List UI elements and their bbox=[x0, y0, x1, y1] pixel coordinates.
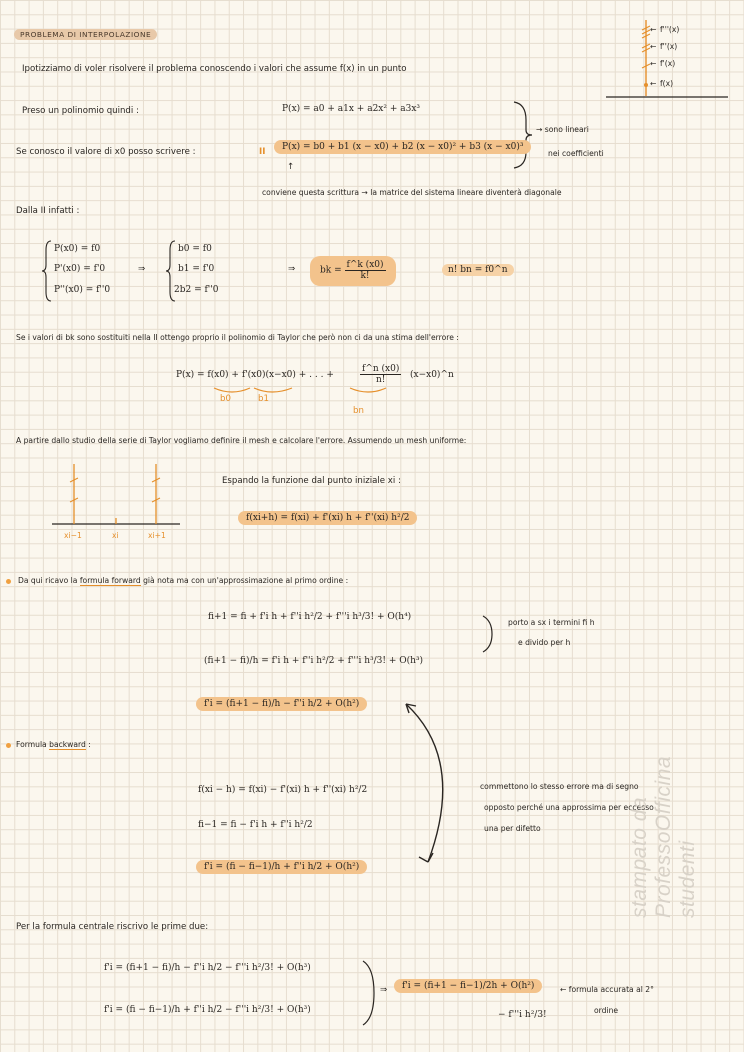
backward-eq-2: fi−1 = fi − f'i h + f''i h²/2 bbox=[198, 820, 313, 830]
central-result-extra: − f'''i h²/3! bbox=[498, 1010, 547, 1020]
taylor-full-right: (x−x0)^n bbox=[410, 370, 454, 380]
central-note-2: ordine bbox=[594, 1006, 619, 1015]
diag-label-f0: f(x) bbox=[660, 79, 674, 88]
forward-eq-1: fi+1 = fi + f'i h + f''i h²/2 + f'''i h³/3! + O(h⁴) bbox=[208, 612, 412, 622]
diag-label-f3: f'''(x) bbox=[660, 25, 680, 34]
watermark: stampato da ProfessoOfficina studenti bbox=[628, 755, 699, 918]
backward-result: f'i = (fi − fi−1)/h + f''i h/2 + O(h²) bbox=[196, 860, 367, 874]
bullet-icon bbox=[6, 743, 11, 748]
implies-1: ⇒ bbox=[138, 264, 146, 274]
backward-label-b: backward bbox=[49, 740, 86, 749]
taylor-form-highlight: P(x) = b0 + b1 (x − x0) + b2 (x − x0)² + b3 (x − x0)³ bbox=[274, 140, 531, 154]
label-b1: b1 bbox=[258, 394, 269, 404]
sys-left-2: P'(x0) = f'0 bbox=[54, 264, 106, 274]
forward-eq-2: (fi+1 − fi)/h = f'i h + f''i h²/2 + f'''i h³/3! + O(h³) bbox=[204, 656, 424, 666]
central-note-1: ← formula accurata al 2° bbox=[560, 985, 654, 994]
nbn-highlight: n! bn = f0^n bbox=[442, 264, 514, 276]
sys-right-2: b1 = f'0 bbox=[178, 264, 215, 274]
sostituiti-text: Se i valori di bk sono sostituiti nella II ottengo proprio il polinomio di Taylor che però non ci da una stima dell'errore : bbox=[16, 333, 459, 342]
forward-result: f'i = (fi+1 − fi)/h − f''i h/2 + O(h²) bbox=[196, 697, 367, 711]
forward-text-c: già nota ma con un'approssimazione al primo ordine : bbox=[143, 576, 349, 585]
taylor-num: f^n (x0) bbox=[362, 364, 400, 374]
arrow-icon: ← bbox=[650, 79, 657, 88]
curved-arrow bbox=[398, 700, 458, 870]
poly-label: Preso un polinomio quindi : bbox=[22, 106, 139, 116]
known-label: Se conosco il valore di x0 posso scrivere : bbox=[16, 147, 196, 157]
diag-label-f1: f'(x) bbox=[660, 59, 676, 68]
roman-two: II bbox=[259, 147, 266, 157]
arrow-icon: ← bbox=[650, 25, 657, 34]
bullet-icon bbox=[6, 579, 11, 584]
bk-numerator: f^k (x0) bbox=[346, 260, 384, 270]
taylor-full-fraction bbox=[360, 364, 401, 385]
forward-text-b: formula forward bbox=[79, 576, 141, 585]
commit-note-2: opposto perché una approssima per eccesso bbox=[484, 803, 654, 812]
forward-note-2: e divido per h bbox=[518, 638, 571, 647]
sys-left-3: P''(x0) = f''0 bbox=[54, 285, 111, 295]
taylor-full-left: P(x) = f(x0) + f'(x0)(x−x0) + . . . + bbox=[176, 370, 334, 380]
forward-text-a: Da qui ricavo la bbox=[18, 576, 78, 585]
side-note-1: → sono lineari bbox=[536, 125, 589, 134]
sys-right-1: b0 = f0 bbox=[178, 244, 212, 254]
label-bn: bn bbox=[353, 406, 364, 416]
forward-note-1: porto a sx i termini fi h bbox=[508, 618, 595, 627]
backward-label-a: Formula bbox=[16, 740, 47, 749]
mesh-diagram bbox=[52, 460, 184, 540]
diag-label-f2: f''(x) bbox=[660, 42, 678, 51]
conviene-text: conviene questa scrittura → la matrice del sistema lineare diventerà diagonale bbox=[262, 188, 562, 197]
mesh-label-prev: xi−1 bbox=[64, 531, 82, 540]
implies-3: ⇒ bbox=[380, 985, 388, 995]
central-result: f'i = (fi+1 − fi−1)/2h + O(h²) bbox=[394, 979, 542, 993]
intro-text: Ipotizziamo di voler risolvere il problema conoscendo i valori che assume f(x) in un punto bbox=[22, 64, 407, 74]
backward-eq-1: f(xi − h) = f(xi) − f'(xi) h + f''(xi) h²/2 bbox=[198, 785, 368, 795]
sys-left-1: P(x0) = f0 bbox=[54, 244, 101, 254]
central-eq-1: f'i = (fi+1 − fi)/h − f''i h/2 − f'''i h²/3! + O(h³) bbox=[104, 963, 311, 973]
right-brace bbox=[512, 100, 532, 170]
left-brace-1 bbox=[42, 240, 52, 302]
commit-note-3: una per difetto bbox=[484, 824, 541, 833]
mesh-label-i: xi bbox=[112, 531, 119, 540]
page-title bbox=[14, 22, 157, 41]
mesh-label-next: xi+1 bbox=[148, 531, 166, 540]
forward-brace bbox=[482, 615, 496, 653]
central-brace bbox=[362, 960, 378, 1026]
bk-denominator: k! bbox=[360, 271, 370, 281]
title-label: PROBLEMA DI INTERPOLAZIONE bbox=[14, 29, 157, 40]
arrow-icon: ← bbox=[650, 42, 657, 51]
bk-lhs: bk = bbox=[320, 265, 342, 276]
arrow-icon: ← bbox=[650, 59, 657, 68]
backward-label: Formula backward : bbox=[16, 740, 91, 749]
centrale-text: Per la formula centrale riscrivo le prime due: bbox=[16, 922, 209, 932]
bk-fraction bbox=[345, 260, 386, 281]
poly-formula: P(x) = a0 + a1x + a2x² + a3x³ bbox=[282, 104, 421, 114]
underbraces bbox=[210, 386, 410, 406]
taylor-den: n! bbox=[375, 375, 386, 385]
sys-right-3: 2b2 = f''0 bbox=[174, 285, 219, 295]
bk-highlight bbox=[310, 256, 396, 286]
label-b0: b0 bbox=[220, 394, 231, 404]
implies-2: ⇒ bbox=[288, 264, 296, 274]
arrow-up-icon: ↑ bbox=[287, 162, 295, 172]
commit-note-1: commettono lo stesso errore ma di segno bbox=[480, 782, 639, 791]
expand-formula: f(xi+h) = f(xi) + f'(xi) h + f''(xi) h²/2 bbox=[238, 511, 417, 525]
espando-text: Espando la funzione dal punto iniziale xi : bbox=[222, 476, 401, 486]
central-eq-2: f'i = (fi − fi−1)/h + f''i h/2 − f'''i h²/3! + O(h³) bbox=[104, 1005, 311, 1015]
dalla-text: Dalla II infatti : bbox=[16, 206, 80, 216]
forward-text bbox=[18, 576, 348, 585]
side-note-2: nei coefficienti bbox=[548, 149, 604, 158]
mesh-text: A partire dallo studio della serie di Taylor vogliamo definire il mesh e calcolare l'errore. Assumendo un mesh uniforme: bbox=[16, 436, 467, 445]
